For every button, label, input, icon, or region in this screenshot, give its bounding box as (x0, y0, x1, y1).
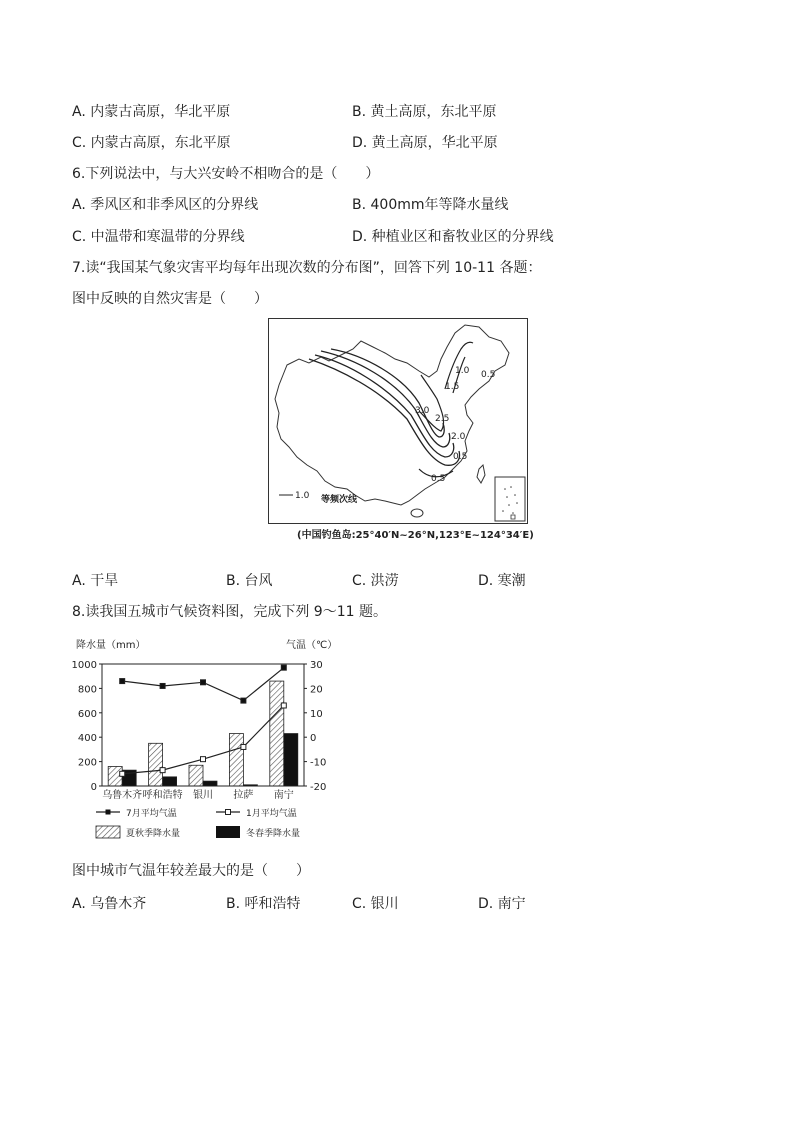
right-tick-label: -20 (310, 782, 327, 793)
point-july-temp (120, 679, 125, 684)
legend-summer-label: 夏秋季降水量 (126, 829, 181, 839)
category-label: 拉萨 (233, 790, 254, 801)
left-tick-label: 800 (77, 684, 97, 696)
map-caption: (中国钓鱼岛:25°40′N~26°N,123°E~124°34′E) (297, 530, 534, 541)
legend-winter-swatch (216, 826, 240, 838)
line-january-temp (122, 705, 284, 773)
left-tick-label: 0 (90, 782, 97, 793)
left-tick-label: 400 (77, 733, 97, 745)
q6-option-b: B. 400mm年等降水量线 (352, 197, 509, 213)
disaster-frequency-map (268, 318, 528, 524)
bar-summer-autumn (189, 765, 203, 786)
taiwan-island (477, 465, 485, 483)
right-tick-label: 20 (310, 684, 323, 696)
bar-summer-autumn (270, 681, 284, 786)
q5-option-a: A. 内蒙古高原，华北平原 (72, 104, 231, 120)
china-outline (275, 325, 509, 505)
contour-label: 1.0 (455, 366, 470, 376)
q8-option-c: C. 银川 (352, 896, 399, 912)
q7-option-c: C. 洪涝 (352, 573, 399, 589)
right-tick-label: 30 (310, 660, 323, 671)
q7-option-b: B. 台风 (226, 573, 273, 589)
point-july-temp (281, 665, 286, 670)
right-axis-label: 气温（℃） (286, 640, 338, 651)
legend-text: 等频次线 (321, 495, 358, 505)
q7-sub-question: 图中反映的自然灾害是（ ） (72, 291, 268, 307)
contour-label: 2.0 (451, 432, 466, 442)
right-tick-label: -10 (310, 757, 327, 769)
left-axis-label: 降水量（mm） (76, 640, 146, 651)
q7-stem: 7.读“我国某气象灾害平均每年出现次数的分布图”，回答下列 10-11 各题： (72, 260, 542, 276)
climate-chart-svg (66, 636, 356, 852)
q5-option-b: B. 黄土高原，东北平原 (352, 104, 497, 120)
bar-winter-spring (163, 777, 177, 786)
q7-option-d: D. 寒潮 (478, 573, 526, 589)
china-map-svg (269, 319, 527, 523)
right-tick-label: 0 (310, 733, 317, 745)
point-july-temp (241, 698, 246, 703)
legend-january-marker (226, 810, 231, 815)
right-tick-label: 10 (310, 708, 323, 720)
category-label: 银川 (193, 790, 213, 801)
q8-option-a: A. 乌鲁木齐 (72, 896, 147, 912)
bar-winter-spring (203, 781, 217, 786)
point-january-temp (281, 703, 286, 708)
contour-label: 1.5 (445, 382, 460, 392)
q8-option-d: D. 南宁 (478, 896, 526, 912)
legend-summer-swatch (96, 826, 120, 838)
point-january-temp (201, 757, 206, 762)
left-tick-label: 200 (77, 757, 97, 769)
bar-summer-autumn (149, 743, 163, 786)
climate-chart (66, 636, 356, 856)
contour-label: 3.0 (415, 406, 430, 416)
legend-january-label: 1月平均气温 (246, 809, 297, 819)
q8-stem: 8.读我国五城市气候资料图，完成下列 9～11 题。 (72, 604, 387, 620)
category-label: 乌鲁木齐 (102, 790, 143, 801)
contour-label: 2.5 (435, 414, 450, 424)
point-july-temp (160, 683, 165, 688)
category-label: 南宁 (273, 790, 294, 801)
legend-july-label: 7月平均气温 (126, 809, 177, 819)
q5-option-c: C. 内蒙古高原，东北平原 (72, 135, 231, 151)
point-july-temp (201, 680, 206, 685)
south-china-sea-inset (495, 477, 525, 521)
point-january-temp (241, 744, 246, 749)
q5-option-d: D. 黄土高原，华北平原 (352, 135, 498, 151)
bar-winter-spring (284, 734, 298, 786)
bar-summer-autumn (229, 734, 243, 786)
q6-stem: 6.下列说法中，与大兴安岭不相吻合的是（ ） (72, 166, 380, 182)
bar-winter-spring (243, 785, 257, 786)
q8-sub-question: 图中城市气温年较差最大的是（ ） (72, 863, 310, 879)
q6-option-d: D. 种植业区和畜牧业区的分界线 (352, 229, 554, 245)
q6-option-c: C. 中温带和寒温带的分界线 (72, 229, 245, 245)
q6-option-a: A. 季风区和非季风区的分界线 (72, 197, 259, 213)
left-tick-label: 1000 (71, 660, 97, 671)
point-january-temp (120, 771, 125, 776)
q8-option-b: B. 呼和浩特 (226, 896, 301, 912)
contour-label: 0.5 (453, 452, 468, 462)
legend-value: 1.0 (295, 491, 310, 501)
legend-july-marker (106, 810, 111, 815)
contour-line-outer (309, 359, 459, 465)
hainan-island (411, 509, 423, 517)
contour-label: 0.5 (431, 474, 446, 484)
q7-option-a: A. 干旱 (72, 573, 119, 589)
point-january-temp (160, 768, 165, 773)
category-label: 呼和浩特 (142, 790, 183, 801)
legend-winter-label: 冬春季降水量 (246, 829, 301, 839)
left-tick-label: 600 (77, 708, 97, 720)
contour-label: 0.5 (481, 370, 496, 380)
